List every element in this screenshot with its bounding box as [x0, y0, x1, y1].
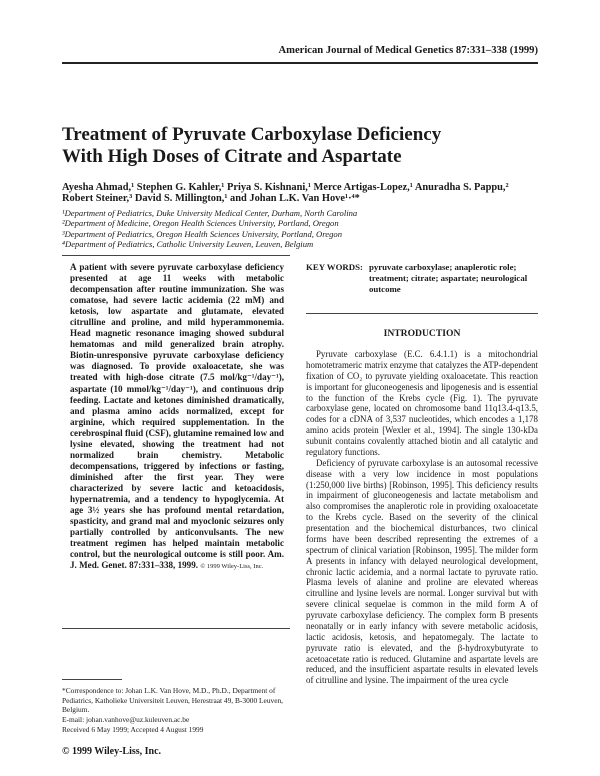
received-dates: Received 6 May 1999; Accepted 4 August 1999 — [62, 725, 204, 735]
title-line-2: With High Doses of Citrate and Aspartate — [62, 146, 402, 167]
article-title — [62, 124, 542, 168]
abstract-text: A patient with severe pyruvate carboxylase deficiency presented at age 11 weeks with metabolic decompensation after routine immunization. She was comatose, had severe lactic acidemia (22 mM) and ketosis, low aspartate and glutamate, elevated citrulline and proline, and mild hyperammonemia. Head magnetic resonance imaging showed subdural hematomas and mild generalized brain atrophy. Biotin-unresponsive pyruvate carboxylase deficiency was diagnosed. To provide oxaloacetate, she was treated with high-dose citrate (7.5 mol/kg⁻¹/day⁻¹), aspartate (10 mmol/kg⁻¹/day⁻¹), and continuous drip feeding. Lactate and ketones diminished dramatically, and plasma amino acids normalized, except for arginine, which required supplementation. In the cerebrospinal fluid (CSF), glutamine remained low and lysine elevated, showing the treatment had not normalized brain chemistry. Metabolic decompensations, triggered by infections or fasting, diminished after the first year. They were characterized by severe lactic and ketoacidosis, hypernatremia, and a tendency to hypoglycemia. At age 3½ years she has profound mental retardation, spasticity, and grand mal and myoclonic seizures only partially controlled by anticonvulsants. The new treatment regimen has helped maintain metabolic control, but the neurological outcome is still poor. Am. J. Med. Genet. 87:331–338, 1999. — [70, 262, 284, 571]
affiliations — [62, 208, 542, 250]
journal-header: American Journal of Medical Genetics 87:331–338 (1999) — [278, 45, 538, 56]
page-copyright: © 1999 Wiley-Liss, Inc. — [62, 746, 162, 757]
section-heading-introduction: INTRODUCTION — [383, 328, 461, 339]
header-rule — [62, 62, 538, 64]
affiliation-1: ¹Department of Pediatrics, Duke University Medical Center, Durham, North Carolina — [62, 208, 358, 218]
intro-paragraph-2: Deficiency of pyruvate carboxylase is an autosomal recessive disease with a very low incidence in most populations (1:250,000 live births) [Robinson, 1995]. This deficiency results in impairment of gluconeogenesis and lactate metabolism and also compromises the anaplerotic role in providing oxaloacetate to the Krebs cycle. Based on the severity of the clinical presentation and the biochemical disturbances, two clinical forms have been described representing the extremes of a spectrum of clinical variation [Robinson, 1995]. The milder form A presents in infancy with delayed neurological development, chronic lactic acidemia, and a normal lactate to pyruvate ratio. Plasma levels of alanine and proline are elevated whereas citrulline and lysine levels are normal. Longer survival but with severe clinical sequelae is common in the mild form A of pyruvate carboxylase deficiency. The complex form B presents neonatally or in early infancy with severe metabolic acidosis, lactic acidosis, ketosis, and hepatomegaly. The lactate to pyruvate ratio is elevated, and the β-hydroxybutyrate to acetoacetate ratio is reduced. Glutamine and aspartate levels are reduced, and the insufficient aspartate results in elevated levels of citrulline and lysine. The impairment of the urea cycle — [306, 457, 538, 686]
correspondence-footnote — [62, 686, 290, 735]
intro-rule — [306, 313, 538, 314]
title-line-1: Treatment of Pyruvate Carboxylase Deficiency — [62, 124, 442, 145]
keywords-block — [306, 262, 538, 295]
intro-paragraph-1: Pyruvate carboxylase (E.C. 6.4.1.1) is a mitochondrial homotetrameric matrix enzyme that catalyzes the ATP-dependent fixation of CO₂ to pyruvate yielding oxaloacetate. This reaction is important for gluconeogenesis and lipogenesis and is essential to the function of the Krebs cycle (Fig. 1). The pyruvate carboxylase gene, located on chromosome band 11q13.4-q13.5, codes for a cDNA of 3,537 nucleotides, which encodes a 1,178 amino acids protein [Wexler et al., 1994]. The single 130-kDa subunit contains covalently attached biotin and all catalytic and regulatory functions. — [306, 349, 538, 457]
introduction-body — [306, 349, 538, 686]
affiliation-2: ²Department of Medicine, Oregon Health Sciences University, Portland, Oregon — [62, 218, 339, 229]
affiliation-3: ³Department of Pediatrics, Oregon Health Sciences University, Portland, Oregon — [62, 228, 342, 239]
correspondence-text: *Correspondence to: Johan L.K. Van Hove, M.D., Ph.D., Department of Pediatrics, Katholieke Universiteit Leuven, Herestraat 49, B-3000 Leuven, Belgium. — [62, 686, 284, 715]
keywords-terms: pyruvate carboxylase; anaplerotic role; treatment; citrate; aspartate; neurological outcome — [368, 262, 528, 294]
correspondence-email: E-mail: johan.vanhove@uz.kuleuven.ac.be — [62, 714, 190, 724]
affiliation-4: ⁴Department of Pediatrics, Catholic University Leuven, Leuven, Belgium — [62, 239, 314, 250]
keywords-label: KEY WORDS: — [306, 262, 363, 272]
author-list: Ayesha Ahmad,¹ Stephen G. Kahler,¹ Priya S. Kishnani,¹ Merce Artigas-Lopez,¹ Anuradha S. Pappu,² Robert Steiner,³ David S. Millington,¹ and Johan L.K. Van Hove¹·⁴* — [62, 182, 509, 204]
abstract-copyright: © 1999 Wiley-Liss, Inc. — [200, 563, 264, 571]
abstract — [70, 262, 284, 572]
footnote-rule — [62, 679, 122, 680]
